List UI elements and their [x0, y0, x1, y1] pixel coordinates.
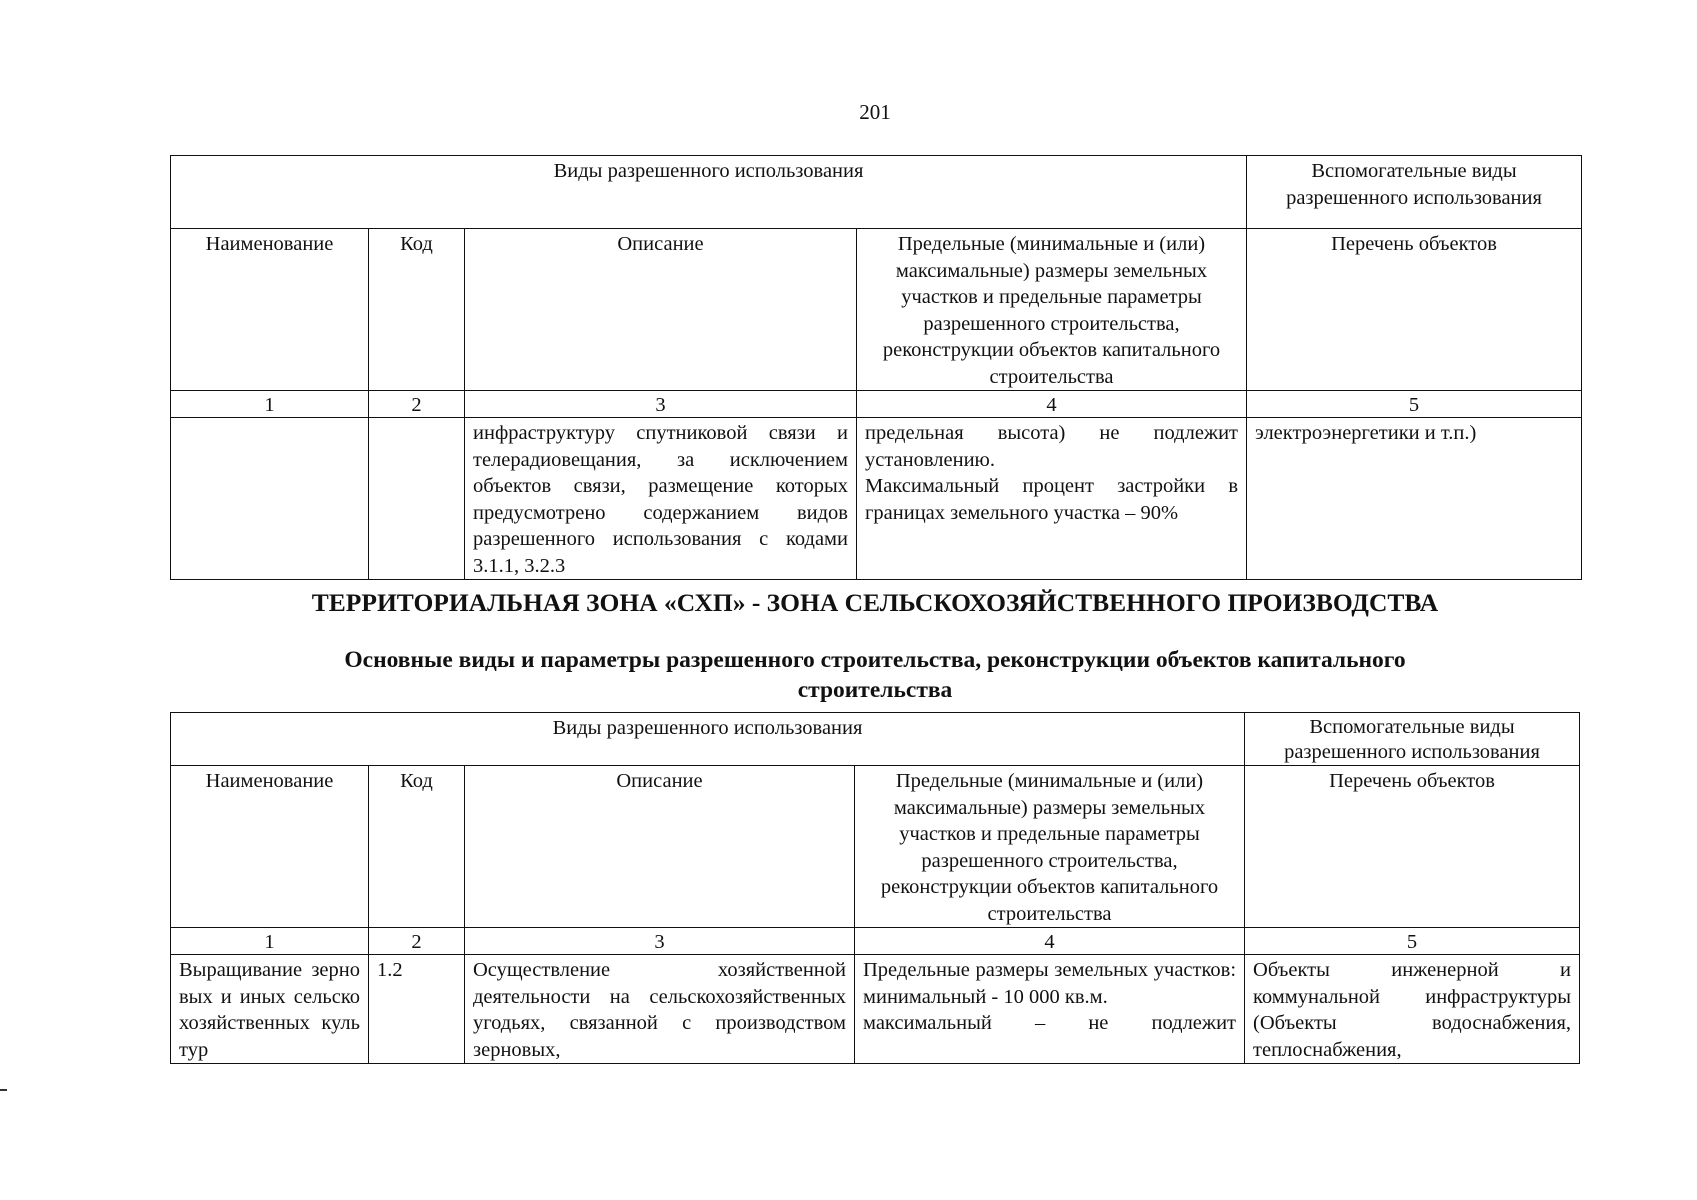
column-number: 4	[855, 928, 1245, 955]
header-permitted-use-types: Виды разрешенного использования	[171, 156, 1247, 229]
column-number: 2	[369, 928, 465, 955]
header-description: Описание	[465, 229, 857, 391]
header-auxiliary-use-types: Вспомогательные виды разрешенного использования	[1245, 713, 1580, 766]
column-number: 3	[465, 928, 855, 955]
permitted-use-table-continued	[170, 155, 1582, 580]
limit-line: Предельные размеры земельных участков:	[863, 959, 1237, 981]
zone-title: ТЕРРИТОРИАЛЬНАЯ ЗОНА «СХП» - ЗОНА СЕЛЬСКОХОЗЯЙСТВЕННОГО ПРОИЗВОДСТВА	[311, 588, 1439, 617]
header-object-list: Перечень объектов	[1247, 229, 1582, 391]
column-number: 4	[857, 391, 1247, 418]
header-description: Описание	[465, 766, 855, 928]
table-column-header-row	[171, 229, 1582, 391]
table-group-header-row	[171, 713, 1580, 766]
header-name: Наименование	[171, 229, 369, 391]
cell-limit-parameters	[857, 418, 1247, 580]
table-row	[171, 418, 1582, 580]
limit-line: предельная высота) не подлежит установлению.	[865, 422, 1239, 471]
page-number: 201	[859, 100, 891, 124]
cell-description: инфраструктуру спутниковой связи и телерадиовещания, за исключением объектов связи, размещение которых предусмотрено содержанием видов разрешенного использования с кодами 3.1.1, 3.2.3	[465, 418, 857, 580]
cell-description: Осуществление хозяйственной деятельности на сельскохозяйственных угодьях, связанной с производством зерновых,	[465, 955, 855, 1064]
column-number: 5	[1247, 391, 1582, 418]
cell-object-list: электроэнергетики и т.п.)	[1247, 418, 1582, 580]
cell-code: 1.2	[369, 955, 465, 1064]
header-limit-parameters: Предельные (минимальные и (или) максимальные) размеры земельных участков и предельные параметры разрешенного строительства, реконструкции объектов капитального строительства	[855, 766, 1245, 928]
column-number: 3	[465, 391, 857, 418]
header-limit-parameters: Предельные (минимальные и (или) максимальные) размеры земельных участков и предельные параметры разрешенного строительства, реконструкции объектов капитального строительства	[857, 229, 1247, 391]
permitted-use-table-schp	[170, 712, 1580, 1064]
header-name: Наименование	[171, 766, 369, 928]
limit-line: максимальный – не подлежит	[863, 1012, 1237, 1034]
column-number: 2	[369, 391, 465, 418]
cell-limit-parameters	[855, 955, 1245, 1064]
header-code: Код	[369, 766, 465, 928]
cell-object-list: Объекты инженерной и коммунальной инфраструктуры (Объекты водоснабжения, теплоснабжения,	[1245, 955, 1580, 1064]
cell-name: Выращивание зерновых и иных сельскохозяйственных культур	[171, 955, 369, 1064]
table-group-header-row	[171, 156, 1582, 229]
table-column-number-row	[171, 928, 1580, 955]
header-code: Код	[369, 229, 465, 391]
header-auxiliary-use-types: Вспомогательные виды разрешенного использования	[1247, 156, 1582, 229]
limit-line: Максимальный процент застройки в границах земельного участка – 90%	[865, 475, 1239, 524]
column-number: 5	[1245, 928, 1580, 955]
cell-name	[171, 418, 369, 580]
subtitle-line: строительства	[797, 677, 953, 703]
margin-mark	[0, 1089, 7, 1091]
table-column-header-row	[171, 766, 1580, 928]
section-subtitle	[0, 645, 1697, 705]
subtitle-line: Основные виды и параметры разрешенного строительства, реконструкции объектов капитального	[344, 647, 1406, 673]
column-number: 1	[171, 928, 369, 955]
column-number: 1	[171, 391, 369, 418]
header-object-list: Перечень объектов	[1245, 766, 1580, 928]
header-permitted-use-types: Виды разрешенного использования	[171, 713, 1245, 766]
table-row	[171, 955, 1580, 1064]
table-column-number-row	[171, 391, 1582, 418]
cell-code	[369, 418, 465, 580]
limit-line: минимальный - 10 000 кв.м.	[863, 985, 1108, 1008]
